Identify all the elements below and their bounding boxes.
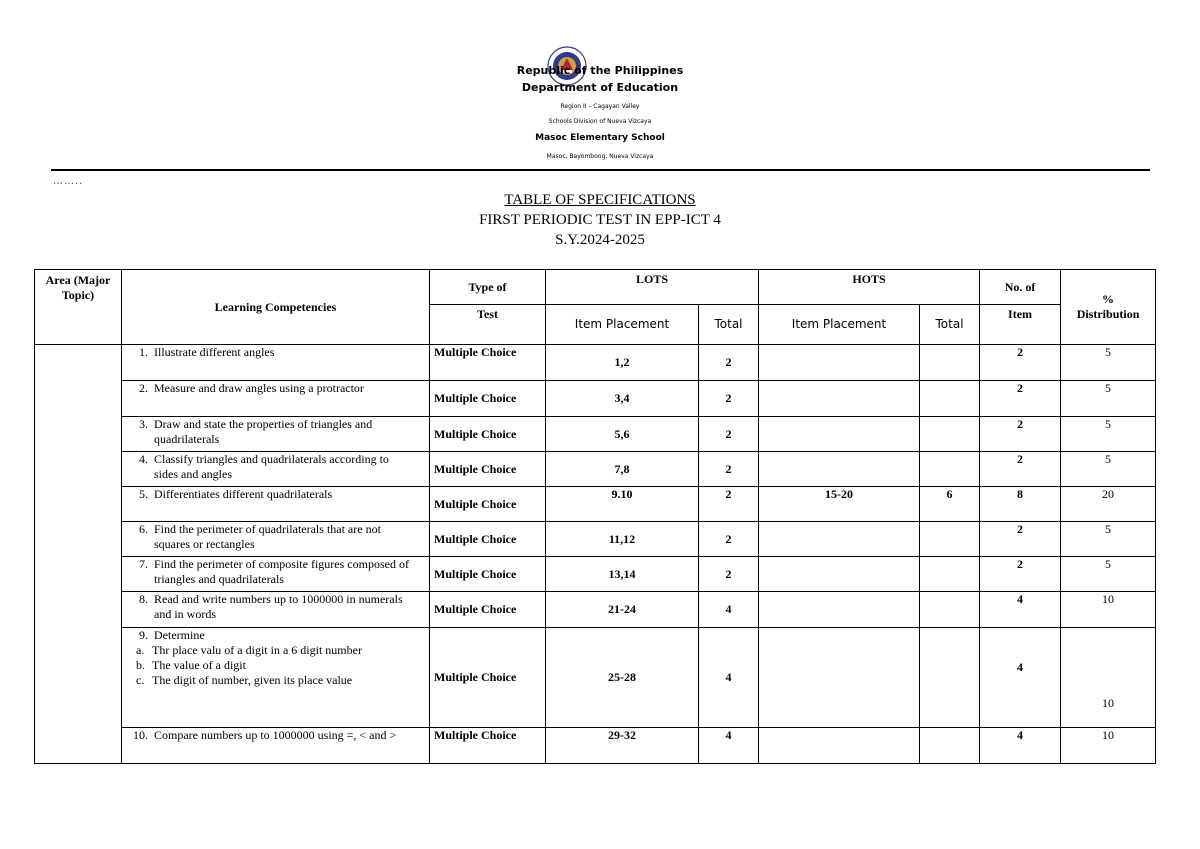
competency-number: 7.: [139, 557, 148, 571]
hots-items: [759, 628, 920, 728]
no-of-items: 8: [980, 487, 1061, 522]
sub-item-letter: b.: [136, 658, 145, 672]
no-of-items: 4: [980, 628, 1061, 728]
hots-total: [920, 592, 980, 628]
lots-total: 2: [699, 381, 759, 417]
header-school: Masoc Elementary School: [535, 133, 665, 143]
table-row: [35, 728, 1156, 764]
lots-total-header: Total: [699, 305, 759, 345]
test-type: Multiple Choice: [430, 487, 546, 522]
sub-item-letter: a.: [136, 643, 145, 657]
hots-total: [920, 381, 980, 417]
sub-item-text: The digit of number, given its place value: [152, 673, 353, 687]
competency-text: Determine: [154, 628, 205, 642]
hots-total-header: Total: [920, 305, 980, 345]
competency-number: 8.: [139, 592, 148, 606]
competency-number: 6.: [139, 522, 148, 536]
no-of-items: 2: [980, 557, 1061, 592]
hots-items: [759, 728, 920, 764]
hots-total: [920, 452, 980, 487]
lots-item-placement-header: Item Placement: [546, 305, 699, 345]
lots-items: 13,14: [546, 557, 699, 592]
no-of-items: 4: [980, 728, 1061, 764]
test-type: Multiple Choice: [430, 557, 546, 592]
competency-cell: [122, 628, 430, 728]
no-of-item-header-1: No. of: [980, 270, 1061, 305]
competency-text: Find the perimeter of composite figures composed of triangles and quadrilaterals: [154, 557, 409, 586]
specifications-table: [34, 269, 1156, 764]
doc-subtitle: FIRST PERIODIC TEST IN EPP-ICT 4: [479, 212, 721, 228]
test-type: Multiple Choice: [430, 628, 546, 728]
lots-total: 2: [699, 345, 759, 381]
lots-total: 2: [699, 452, 759, 487]
competency-cell: [122, 417, 430, 452]
hots-items: 15-20: [759, 487, 920, 522]
competency-number: 2.: [139, 381, 148, 395]
lots-total: 4: [699, 628, 759, 728]
lots-total: 2: [699, 417, 759, 452]
percent-distribution: 10: [1061, 728, 1156, 764]
competency-number: 1.: [139, 345, 148, 359]
no-of-items: 2: [980, 452, 1061, 487]
lots-items: 21-24: [546, 592, 699, 628]
competency-text: Draw and state the properties of triangles and quadrilaterals: [154, 417, 373, 446]
lots-items: 1,2: [546, 345, 699, 381]
lots-items: 7,8: [546, 452, 699, 487]
competency-text: Differentiates different quadrilaterals: [154, 487, 333, 501]
header-region: Region II – Cagayan Valley: [560, 103, 640, 110]
dots-marker: ……..: [53, 176, 84, 187]
competency-text: Read and write numbers up to 1000000 in numerals and in words: [154, 592, 403, 621]
hots-items: [759, 592, 920, 628]
competency-text: Compare numbers up to 1000000 using =, < and >: [154, 728, 397, 742]
table-row: [35, 452, 1156, 487]
lots-items: 11,12: [546, 522, 699, 557]
hots-total: [920, 345, 980, 381]
test-type: Multiple Choice: [430, 592, 546, 628]
competency-text: Find the perimeter of quadrilaterals that are not squares or rectangles: [154, 522, 381, 551]
hots-header: HOTS: [759, 270, 980, 305]
no-of-items: 2: [980, 345, 1061, 381]
hots-total: [920, 728, 980, 764]
hots-total: [920, 417, 980, 452]
sub-item-text: Thr place valu of a digit in a 6 digit number: [152, 643, 362, 657]
competency-cell: [122, 728, 430, 764]
lots-total: 2: [699, 522, 759, 557]
lots-items: 3,4: [546, 381, 699, 417]
type-header-2: Test: [430, 305, 546, 345]
hots-items: [759, 522, 920, 557]
hots-items: [759, 345, 920, 381]
no-of-item-header-2: Item: [980, 305, 1061, 345]
percent-sign: %: [1102, 292, 1115, 306]
competency-text: Classify triangles and quadrilaterals according to sides and angles: [154, 452, 389, 481]
header-division: Schools Division of Nueva Vizcaya: [548, 118, 652, 125]
table-row: [35, 592, 1156, 628]
competency-cell: [122, 557, 430, 592]
table-row: [35, 381, 1156, 417]
lots-total: 4: [699, 728, 759, 764]
header-row-1: [35, 270, 1156, 305]
competency-cell: [122, 381, 430, 417]
competency-number: 4.: [139, 452, 148, 466]
hots-items: [759, 417, 920, 452]
test-type: Multiple Choice: [430, 452, 546, 487]
lots-header: LOTS: [546, 270, 759, 305]
header-republic: Republic of the Philippines: [516, 64, 684, 77]
hots-total: [920, 522, 980, 557]
competency-cell: [122, 592, 430, 628]
competency-cell: [122, 487, 430, 522]
hots-items: [759, 381, 920, 417]
hots-total: [920, 557, 980, 592]
sub-item: [126, 643, 425, 658]
hots-items: [759, 557, 920, 592]
sub-item-text: The value of a digit: [152, 658, 246, 672]
no-of-items: 2: [980, 417, 1061, 452]
sub-item-letter: c.: [136, 673, 145, 687]
test-type: Multiple Choice: [430, 381, 546, 417]
competencies-header: Learning Competencies: [122, 270, 430, 345]
competency-number: 5.: [139, 487, 148, 501]
competency-number: 3.: [139, 417, 148, 431]
percent-distribution: 5: [1061, 557, 1156, 592]
table-row: [35, 487, 1156, 522]
competency-number: 10.: [133, 728, 148, 742]
lots-items: 25-28: [546, 628, 699, 728]
table-row: [35, 628, 1156, 728]
hots-total: [920, 628, 980, 728]
percent-distribution-header: [1061, 270, 1156, 345]
header-department: Department of Education: [521, 81, 679, 94]
table-row: [35, 557, 1156, 592]
percent-distribution: 5: [1061, 522, 1156, 557]
no-of-items: 2: [980, 522, 1061, 557]
table-row: [35, 522, 1156, 557]
competency-cell: [122, 452, 430, 487]
test-type: Multiple Choice: [430, 417, 546, 452]
percent-distribution: 10: [1061, 628, 1156, 728]
type-header-1: Type of: [430, 270, 546, 305]
competency-cell: [122, 345, 430, 381]
table-row: [35, 417, 1156, 452]
hots-item-placement-header: Item Placement: [759, 305, 920, 345]
lots-total: 4: [699, 592, 759, 628]
sub-item: [126, 658, 425, 673]
lots-items: 29-32: [546, 728, 699, 764]
percent-distribution: 5: [1061, 381, 1156, 417]
doc-title: TABLE OF SPECIFICATIONS: [504, 192, 696, 208]
hots-items: [759, 452, 920, 487]
header-divider: [51, 169, 1150, 171]
no-of-items: 4: [980, 592, 1061, 628]
percent-distribution: 5: [1061, 417, 1156, 452]
lots-total: 2: [699, 557, 759, 592]
competency-cell: [122, 522, 430, 557]
test-type: Multiple Choice: [430, 728, 546, 764]
test-type: Multiple Choice: [430, 522, 546, 557]
lots-items: 5,6: [546, 417, 699, 452]
percent-distribution: 20: [1061, 487, 1156, 522]
distribution-label: Distribution: [1076, 307, 1140, 321]
lots-items: 9.10: [546, 487, 699, 522]
area-header: Area (Major Topic): [35, 270, 122, 345]
no-of-items: 2: [980, 381, 1061, 417]
table-row: [35, 345, 1156, 381]
competency-text: Illustrate different angles: [154, 345, 275, 359]
header-address: Masoc, Bayombong, Nueva Vizcaya: [546, 153, 654, 160]
test-type: Multiple Choice: [430, 345, 546, 381]
competency-text: Measure and draw angles using a protractor: [154, 381, 364, 395]
percent-distribution: 10: [1061, 592, 1156, 628]
doc-school-year: S.Y.2024-2025: [555, 232, 645, 248]
percent-distribution: 5: [1061, 452, 1156, 487]
lots-total: 2: [699, 487, 759, 522]
competency-number: 9.: [139, 628, 148, 642]
hots-total: 6: [920, 487, 980, 522]
sub-item: [126, 673, 425, 688]
percent-distribution: 5: [1061, 345, 1156, 381]
area-cell: [35, 345, 122, 764]
